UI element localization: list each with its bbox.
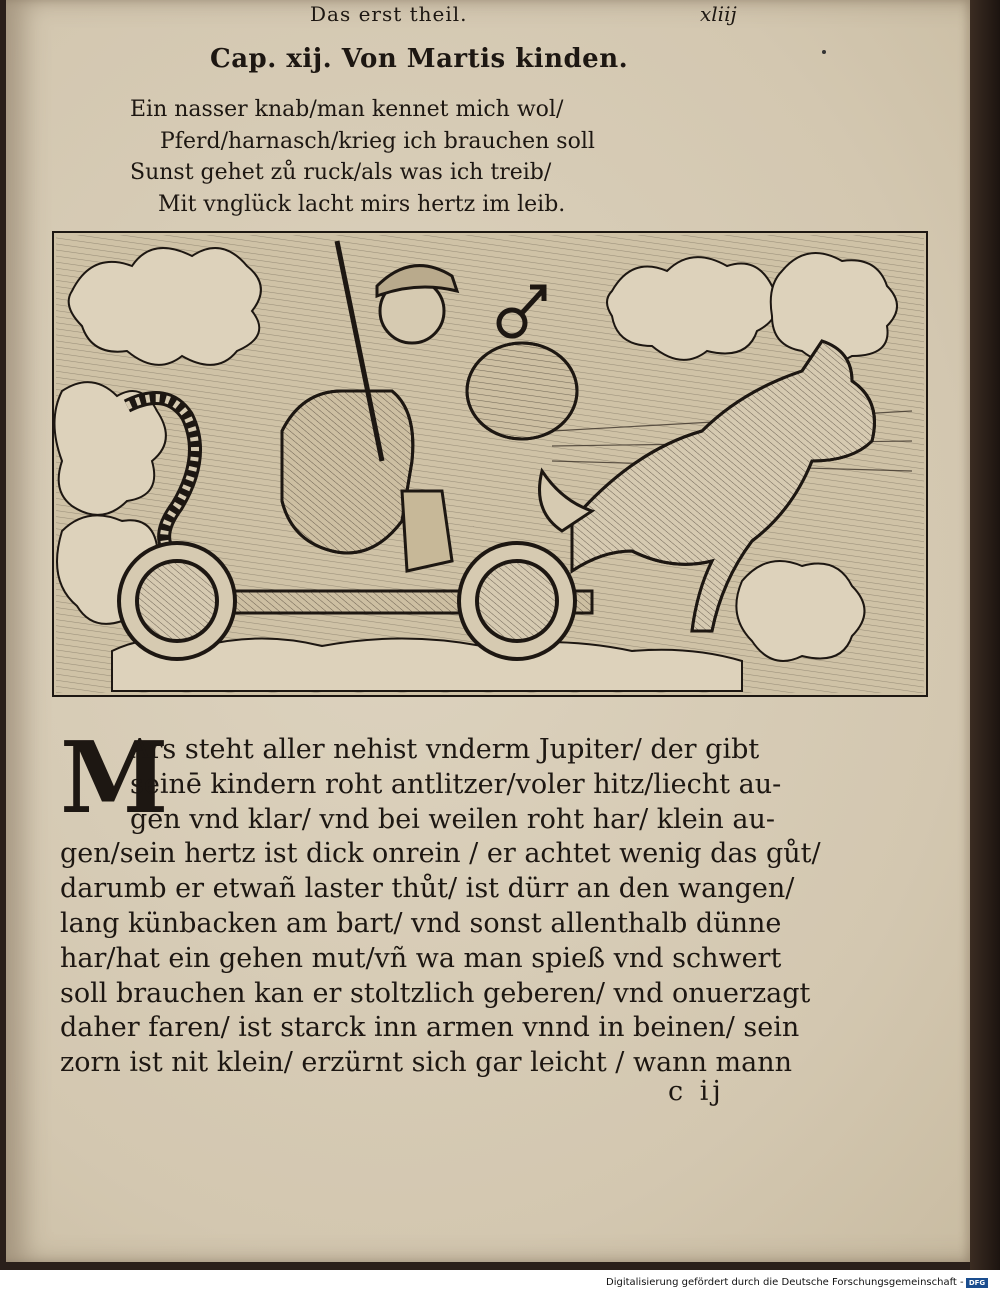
- text-line: Ars steht aller nehist vnderm Jupiter/ der gibt: [130, 734, 760, 765]
- verse-line: Pferd/harnasch/krieg ich brauchen soll: [160, 128, 595, 154]
- text-line: lang künbacken am bart/ vnd sonst allenthalb dünne: [60, 907, 782, 939]
- verse-line: Sunst gehet zů ruck/als was ich treib/: [130, 160, 552, 185]
- text-line: har/hat ein gehen mut/vñ wa man spieß vnd schwert: [60, 942, 782, 974]
- folio-number: xliij: [700, 2, 737, 26]
- text-line: soll brauchen kan er stoltzlich geberen/ vnd onuerzagt: [60, 977, 811, 1009]
- signature-mark: c ij: [668, 1076, 725, 1107]
- text-line: zorn ist nit klein/ erzürnt sich gar leicht / wann mann: [60, 1047, 793, 1079]
- text-line: gen/sein hertz ist dick onrein / er achtet wenig das gůt/: [60, 838, 821, 870]
- verse-line: Ein nasser knab/man kennet mich wol/: [130, 97, 564, 122]
- verse-line: Mit vnglück lacht mirs hertz im leib.: [158, 191, 566, 217]
- text-line: daher faren/ ist starck inn armen vnnd in beinen/ sein: [60, 1012, 800, 1044]
- ink-dot: [822, 50, 826, 54]
- chapter-title: Cap. xij. Von Martis kinden.: [210, 44, 629, 74]
- body-text: [60, 733, 821, 1081]
- page-edge: [970, 0, 1000, 1270]
- text-line: darumb er etwañ laster thůt/ ist dürr an den wangen/: [60, 873, 795, 905]
- verse-block: [130, 94, 595, 220]
- dfg-logo: DFG: [966, 1278, 988, 1288]
- running-head: Das erst theil.: [310, 2, 468, 26]
- drop-cap: M: [60, 721, 169, 836]
- woodcut-illustration: [52, 231, 928, 697]
- text-line: gen vnd klar/ vnd bei weilen roht har/ klein au-: [130, 803, 775, 835]
- digitization-credit: Digitalisierung gefördert durch die Deutsche Forschungsgemeinschaft -: [606, 1277, 964, 1288]
- text-line: seinē kindern roht antlitzer/voler hitz/liecht au-: [130, 768, 782, 800]
